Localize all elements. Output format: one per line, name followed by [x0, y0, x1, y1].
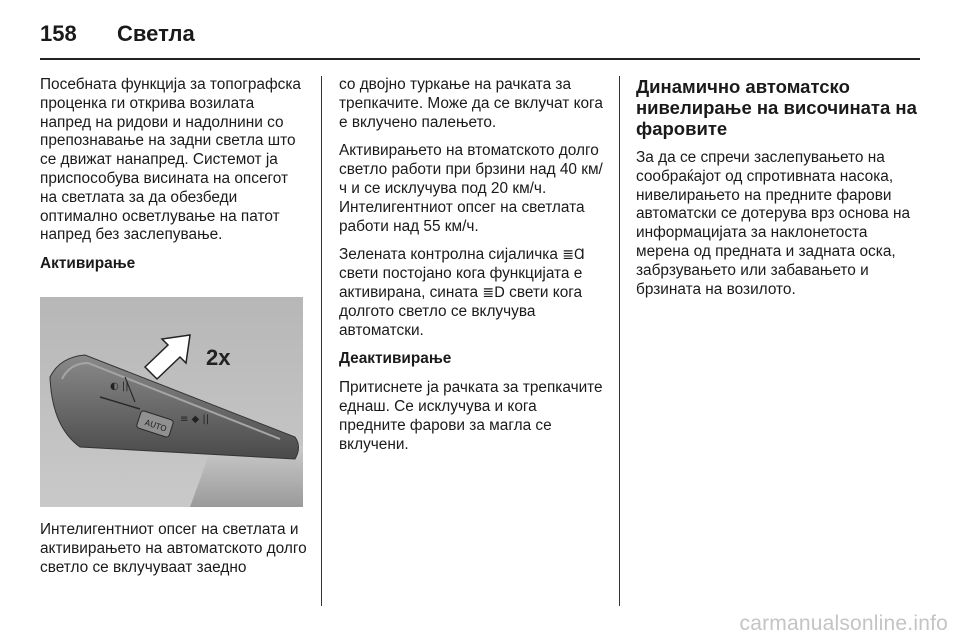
- deactivation-block: [339, 350, 607, 454]
- stalk-illustration: [40, 297, 303, 507]
- column-1: [40, 76, 308, 284]
- deactivation-paragraph: Притиснете ја рачката за трепкачите еднаш. Се исклучува и кога предните фарови за магла се вклучени.: [339, 379, 603, 453]
- figure-label: 2x: [206, 345, 231, 370]
- svg-text:≡ ◆ ||: ≡ ◆ ||: [180, 414, 210, 425]
- column-divider-2: [619, 76, 620, 606]
- figure-caption: Интелигентниот опсег на светлата и активирањето на автоматското долго светло се вклучуваат заедно: [40, 521, 307, 576]
- column-3: [636, 76, 920, 309]
- activation-heading: Активирање: [40, 255, 136, 273]
- svg-text:◐ ||: ◐ ||: [110, 381, 129, 392]
- indicator-text-a: Зелената контролна сијаличка: [339, 246, 563, 264]
- indicator-text-b: свети постојано кога функцијата е активирана, сината: [339, 265, 583, 301]
- green-indicator-icon: ≣Ɑ: [562, 247, 585, 264]
- page-header: [40, 14, 195, 54]
- dynamic-leveling-paragraph: За да се спречи заслепувањето на сообраќајот од спротивната насока, нивелирањето на предните фарови автоматски се дотерува врз основа на информацијата за наклонетоста мерена од предната и задната оска, забрзувањето или забавањето и брзината на возилото.: [636, 149, 911, 298]
- section-title: Светла: [117, 21, 195, 46]
- svg-text:AUTO: AUTO: [143, 418, 168, 434]
- column-divider-1: [321, 76, 322, 606]
- header-rule: [40, 58, 920, 60]
- paragraph-indicators: [339, 246, 607, 340]
- page-number: 158: [40, 21, 77, 46]
- watermark: carmanualsonline.info: [739, 612, 948, 635]
- deactivation-heading: Деактивирање: [339, 350, 452, 368]
- indicator-text-c: свети кога долгото светло се вклучува автоматски.: [339, 283, 583, 339]
- intro-paragraph: Посебната функција за топографска проценка ги открива возилата напред на ридови и надолнини со препознавање на задни светла што се движат нанапред. Системот ја приспособува висината на опсегот на светлата за да обезбеди оптимално осветлување на патот напред без заслепување.: [40, 76, 301, 244]
- blue-indicator-icon: ≣D: [482, 284, 505, 301]
- dynamic-leveling-heading: Динамично автоматско нивелирање на височината на фаровите: [636, 76, 917, 139]
- paragraph-speeds: Активирањето на втоматското долго светло работи при брзини над 40 км/ч и се исклучува под 20 км/ч. Интелигентниот опсег на светлата работи над 55 км/ч.: [339, 142, 603, 235]
- turn-signal-stalk-image: [40, 297, 303, 507]
- paragraph-continuation: со двојно туркање на рачката за трепкачите. Може да се вклучат кога е вклучено палењето.: [339, 76, 603, 131]
- column-2: [339, 76, 607, 464]
